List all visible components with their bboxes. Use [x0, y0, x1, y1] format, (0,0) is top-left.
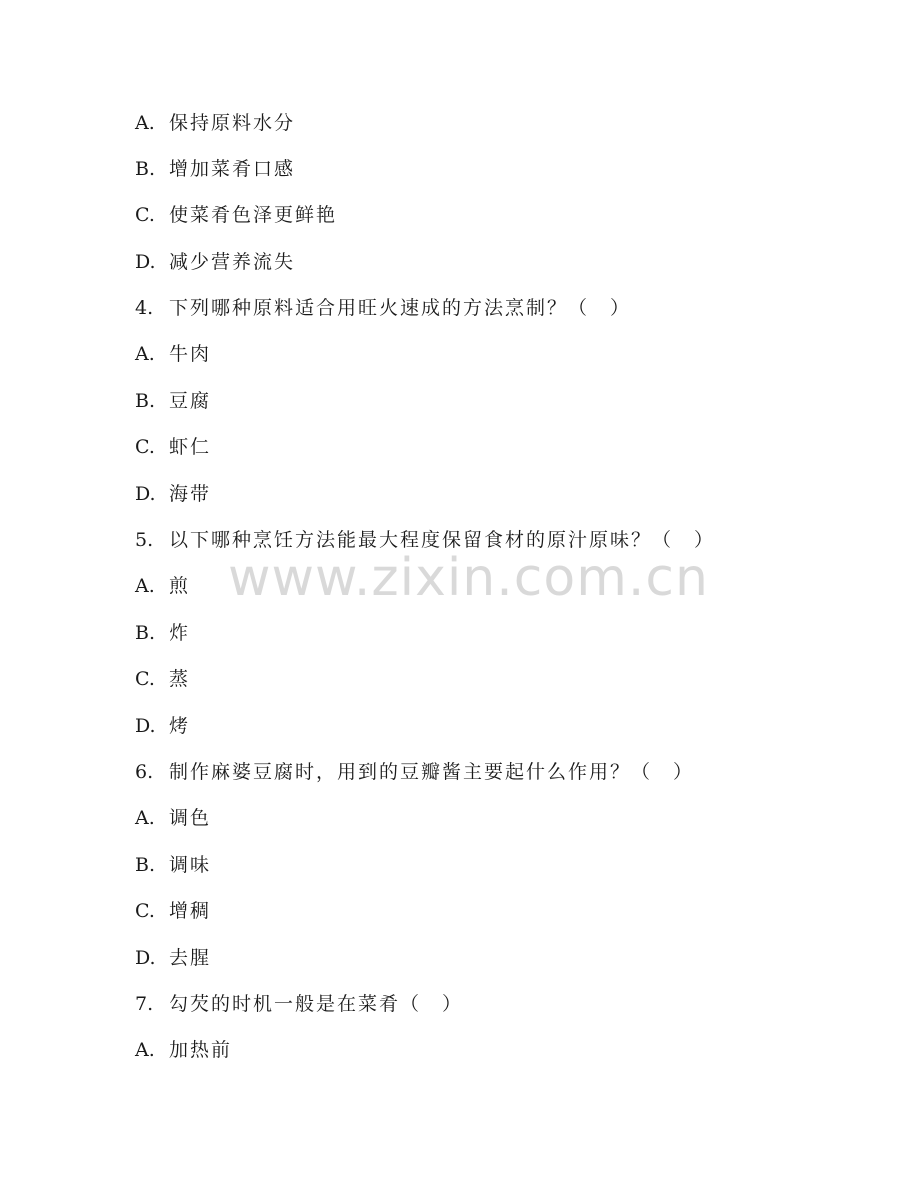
question-text: 以下哪种烹饪方法能最大程度保留食材的原汁原味？（ ）: [169, 529, 716, 551]
option-text: 增稠: [169, 900, 212, 922]
question-text: 下列哪种原料适合用旺火速成的方法烹制？（ ）: [169, 297, 632, 319]
option-b: [135, 386, 211, 416]
option-a: [135, 339, 211, 369]
option-d: [135, 943, 211, 973]
option-label: C.: [135, 900, 155, 922]
option-label: A.: [135, 112, 155, 134]
option-c: [135, 664, 190, 694]
option-label: D.: [135, 251, 156, 273]
option-label: B.: [135, 158, 156, 180]
option-a: [135, 803, 211, 833]
option-d: [135, 711, 190, 741]
option-text: 使菜肴色泽更鲜艳: [169, 204, 338, 226]
option-label: B.: [135, 390, 156, 412]
option-c: [135, 896, 211, 926]
question-7: [135, 989, 463, 1019]
question-number: 6.: [135, 761, 154, 783]
option-d: [135, 247, 295, 277]
option-text: 减少营养流失: [169, 251, 296, 273]
option-text: 蒸: [169, 668, 191, 690]
option-a: [135, 1035, 232, 1065]
option-text: 煎: [169, 575, 191, 597]
question-number: 7.: [135, 993, 154, 1015]
option-text: 加热前: [169, 1039, 233, 1061]
option-text: 海带: [169, 483, 212, 505]
option-d: [135, 479, 211, 509]
option-text: 虾仁: [169, 436, 212, 458]
option-label: B.: [135, 854, 156, 876]
watermark: www.zixin.com.cn: [228, 548, 709, 608]
option-b: [135, 618, 190, 648]
option-text: 炸: [169, 622, 191, 644]
option-label: D.: [135, 947, 156, 969]
option-b: [135, 850, 211, 880]
option-text: 豆腐: [169, 390, 212, 412]
option-text: 烤: [169, 715, 191, 737]
option-text: 增加菜肴口感: [169, 158, 296, 180]
question-6: [135, 757, 694, 787]
option-label: A.: [135, 807, 155, 829]
question-text: 勾芡的时机一般是在菜肴（ ）: [169, 993, 464, 1015]
option-a: [135, 108, 295, 138]
option-c: [135, 432, 211, 462]
option-a: [135, 571, 190, 601]
option-label: C.: [135, 436, 155, 458]
option-c: [135, 200, 337, 230]
option-b: [135, 154, 295, 184]
option-label: D.: [135, 483, 156, 505]
option-label: C.: [135, 204, 155, 226]
option-text: 牛肉: [169, 343, 212, 365]
option-label: A.: [135, 1039, 155, 1061]
option-text: 调味: [169, 854, 212, 876]
option-text: 调色: [169, 807, 212, 829]
question-4: [135, 293, 631, 323]
option-label: D.: [135, 715, 156, 737]
option-label: A.: [135, 575, 155, 597]
option-text: 保持原料水分: [169, 112, 296, 134]
option-text: 去腥: [169, 947, 212, 969]
question-number: 5.: [135, 529, 154, 551]
option-label: B.: [135, 622, 156, 644]
question-text: 制作麻婆豆腐时，用到的豆瓣酱主要起什么作用？（ ）: [169, 761, 695, 783]
option-label: C.: [135, 668, 155, 690]
option-label: A.: [135, 343, 155, 365]
question-number: 4.: [135, 297, 154, 319]
